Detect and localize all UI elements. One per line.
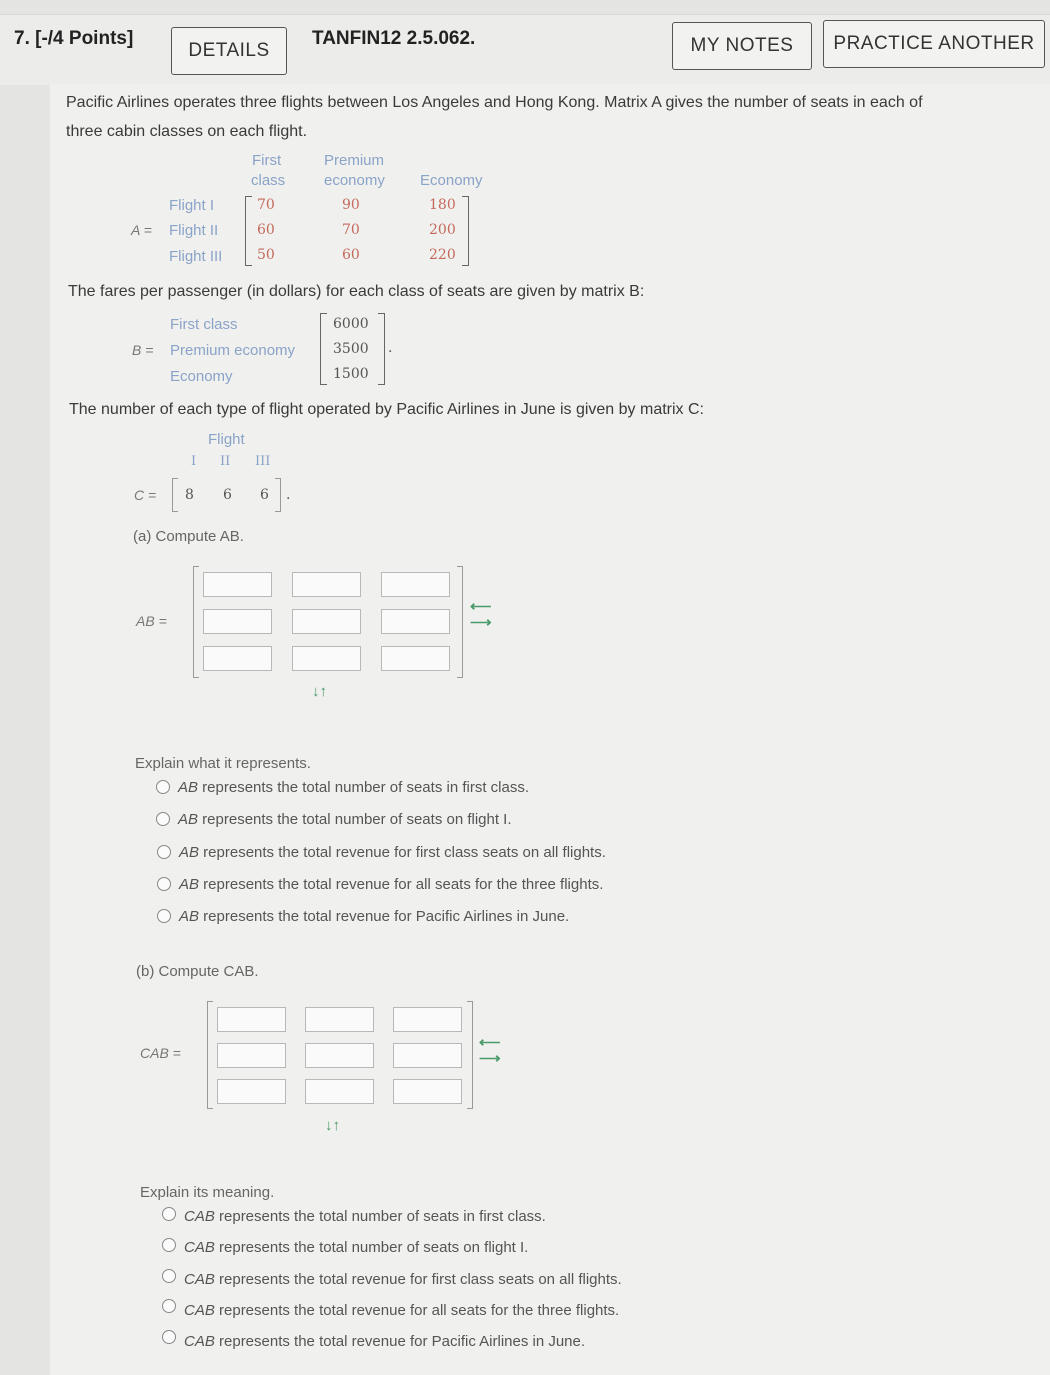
matrix-b-right-bracket	[378, 313, 385, 385]
col-header-premium-2: economy	[324, 172, 385, 189]
matrix-a-cell: 90	[342, 197, 360, 213]
radio-button[interactable]	[162, 1299, 176, 1313]
ab-matrix-label: AB =	[136, 613, 167, 629]
part-b-prompt: (b) Compute CAB.	[136, 963, 259, 980]
part-a-prompt: (a) Compute AB.	[133, 528, 244, 545]
radio-button[interactable]	[157, 845, 171, 859]
matrix-b-name: B =	[132, 342, 154, 358]
row-label-premium-economy: Premium economy	[170, 342, 296, 359]
ab-cell-input[interactable]	[203, 572, 272, 597]
up-down-arrows-icon[interactable]: ↓↑	[312, 683, 327, 700]
matrix-a-right-bracket	[462, 196, 469, 266]
intro-line-1: Pacific Airlines operates three flights between Los Angeles and Hong Kong. Matrix A gives the number of seats in each of	[66, 94, 923, 111]
option-label[interactable]: CAB represents the total revenue for Pacific Airlines in June.	[184, 1333, 586, 1350]
matrix-b-cell: 1500	[333, 366, 369, 382]
cab-cell-input[interactable]	[393, 1043, 462, 1068]
matrix-b-cell: 6000	[333, 316, 369, 332]
matrix-c-header: Flight	[208, 431, 245, 448]
cab-cell-input[interactable]	[217, 1007, 286, 1032]
matrix-b-cell: 3500	[333, 341, 369, 357]
radio-button[interactable]	[162, 1269, 176, 1283]
matrix-c-col-label: I	[191, 454, 197, 469]
ab-cell-input[interactable]	[292, 646, 361, 671]
cab-cell-input[interactable]	[393, 1079, 462, 1104]
practice-another-button[interactable]: PRACTICE ANOTHER	[823, 20, 1045, 68]
ab-cell-input[interactable]	[292, 609, 361, 634]
matrix-a-cell: 70	[342, 222, 360, 238]
ab-cell-input[interactable]	[381, 609, 450, 634]
option-label[interactable]: CAB represents the total revenue for first class seats on all flights.	[184, 1271, 622, 1288]
option-label[interactable]: AB represents the total revenue for first class seats on all flights.	[179, 844, 606, 861]
row-label-flight-1: Flight I	[169, 197, 215, 214]
left-right-arrows-icon[interactable]: ⟵ ⟶	[479, 1034, 501, 1067]
up-down-arrows-icon[interactable]: ↓↑	[325, 1117, 340, 1134]
part-a-explain: Explain what it represents.	[135, 755, 311, 772]
intro-line-2: three cabin classes on each flight.	[66, 123, 308, 140]
flights-text: The number of each type of flight operated by Pacific Airlines in June is given by matrix C:	[69, 401, 704, 418]
cab-cell-input[interactable]	[305, 1079, 374, 1104]
option-label[interactable]: AB represents the total number of seats on flight I.	[178, 811, 512, 828]
cab-cell-input[interactable]	[305, 1007, 374, 1032]
matrix-c-col-label: III	[255, 454, 271, 469]
matrix-c-right-bracket	[275, 478, 281, 512]
left-right-arrows-icon[interactable]: ⟵ ⟶	[470, 598, 492, 631]
problem-code: TANFIN12 2.5.062.	[312, 28, 476, 49]
cab-cell-input[interactable]	[393, 1007, 462, 1032]
matrix-a-cell: 200	[429, 222, 456, 238]
radio-button[interactable]	[156, 812, 170, 826]
matrix-a-cell: 60	[342, 247, 360, 263]
radio-button[interactable]	[162, 1330, 176, 1344]
radio-button[interactable]	[156, 780, 170, 794]
matrix-a-cell: 220	[429, 247, 456, 263]
ab-right-bracket	[457, 566, 463, 678]
matrix-a-cell: 60	[257, 222, 275, 238]
row-label-flight-3: Flight III	[169, 248, 223, 265]
my-notes-button[interactable]: MY NOTES	[672, 22, 812, 70]
option-label[interactable]: CAB represents the total number of seats in first class.	[184, 1208, 546, 1225]
matrix-c-left-bracket	[172, 478, 178, 512]
matrix-a-name: A =	[131, 222, 152, 238]
ab-cell-input[interactable]	[381, 572, 450, 597]
matrix-c-cell: 6	[260, 487, 269, 503]
cab-cell-input[interactable]	[305, 1043, 374, 1068]
radio-button[interactable]	[162, 1207, 176, 1221]
matrix-c-cell: 6	[223, 487, 232, 503]
cab-right-bracket	[467, 1001, 473, 1109]
col-header-first-2: class	[251, 172, 286, 189]
fares-text: The fares per passenger (in dollars) for each class of seats are given by matrix B:	[68, 283, 645, 300]
row-label-first-class: First class	[170, 316, 238, 333]
ab-cell-input[interactable]	[203, 646, 272, 671]
matrix-a-cell: 70	[257, 197, 275, 213]
option-label[interactable]: CAB represents the total revenue for all seats for the three flights.	[184, 1302, 620, 1319]
matrix-c-cell: 8	[185, 487, 194, 503]
matrix-a-cell: 50	[257, 247, 275, 263]
cab-matrix-label: CAB =	[140, 1045, 181, 1061]
col-header-premium: Premium	[324, 152, 385, 169]
question-number: 7. [-/4 Points]	[14, 28, 134, 49]
matrix-b-period: .	[388, 340, 393, 356]
radio-button[interactable]	[162, 1238, 176, 1252]
part-b-explain: Explain its meaning.	[140, 1184, 275, 1201]
row-label-economy: Economy	[170, 368, 233, 385]
col-header-economy: Economy	[420, 172, 483, 189]
details-button[interactable]: DETAILS	[171, 27, 287, 75]
ab-cell-input[interactable]	[203, 609, 272, 634]
option-label[interactable]: AB represents the total revenue for Pacific Airlines in June.	[179, 908, 570, 925]
matrix-c-col-label: II	[220, 454, 231, 469]
option-label[interactable]: AB represents the total revenue for all seats for the three flights.	[179, 876, 604, 893]
matrix-c-period: .	[286, 487, 291, 503]
option-label[interactable]: CAB represents the total number of seats on flight I.	[184, 1239, 529, 1256]
matrix-b-left-bracket	[320, 313, 327, 385]
radio-button[interactable]	[157, 877, 171, 891]
matrix-c-name: C =	[134, 487, 157, 503]
cab-cell-input[interactable]	[217, 1079, 286, 1104]
radio-button[interactable]	[157, 909, 171, 923]
row-label-flight-2: Flight II	[169, 222, 219, 239]
cab-cell-input[interactable]	[217, 1043, 286, 1068]
matrix-a-cell: 180	[429, 197, 456, 213]
col-header-first: First	[252, 152, 282, 169]
ab-cell-input[interactable]	[381, 646, 450, 671]
option-label[interactable]: AB represents the total number of seats in first class.	[178, 779, 529, 796]
ab-left-bracket	[193, 566, 199, 678]
matrix-a-left-bracket	[245, 196, 252, 266]
cab-left-bracket	[207, 1001, 213, 1109]
ab-cell-input[interactable]	[292, 572, 361, 597]
